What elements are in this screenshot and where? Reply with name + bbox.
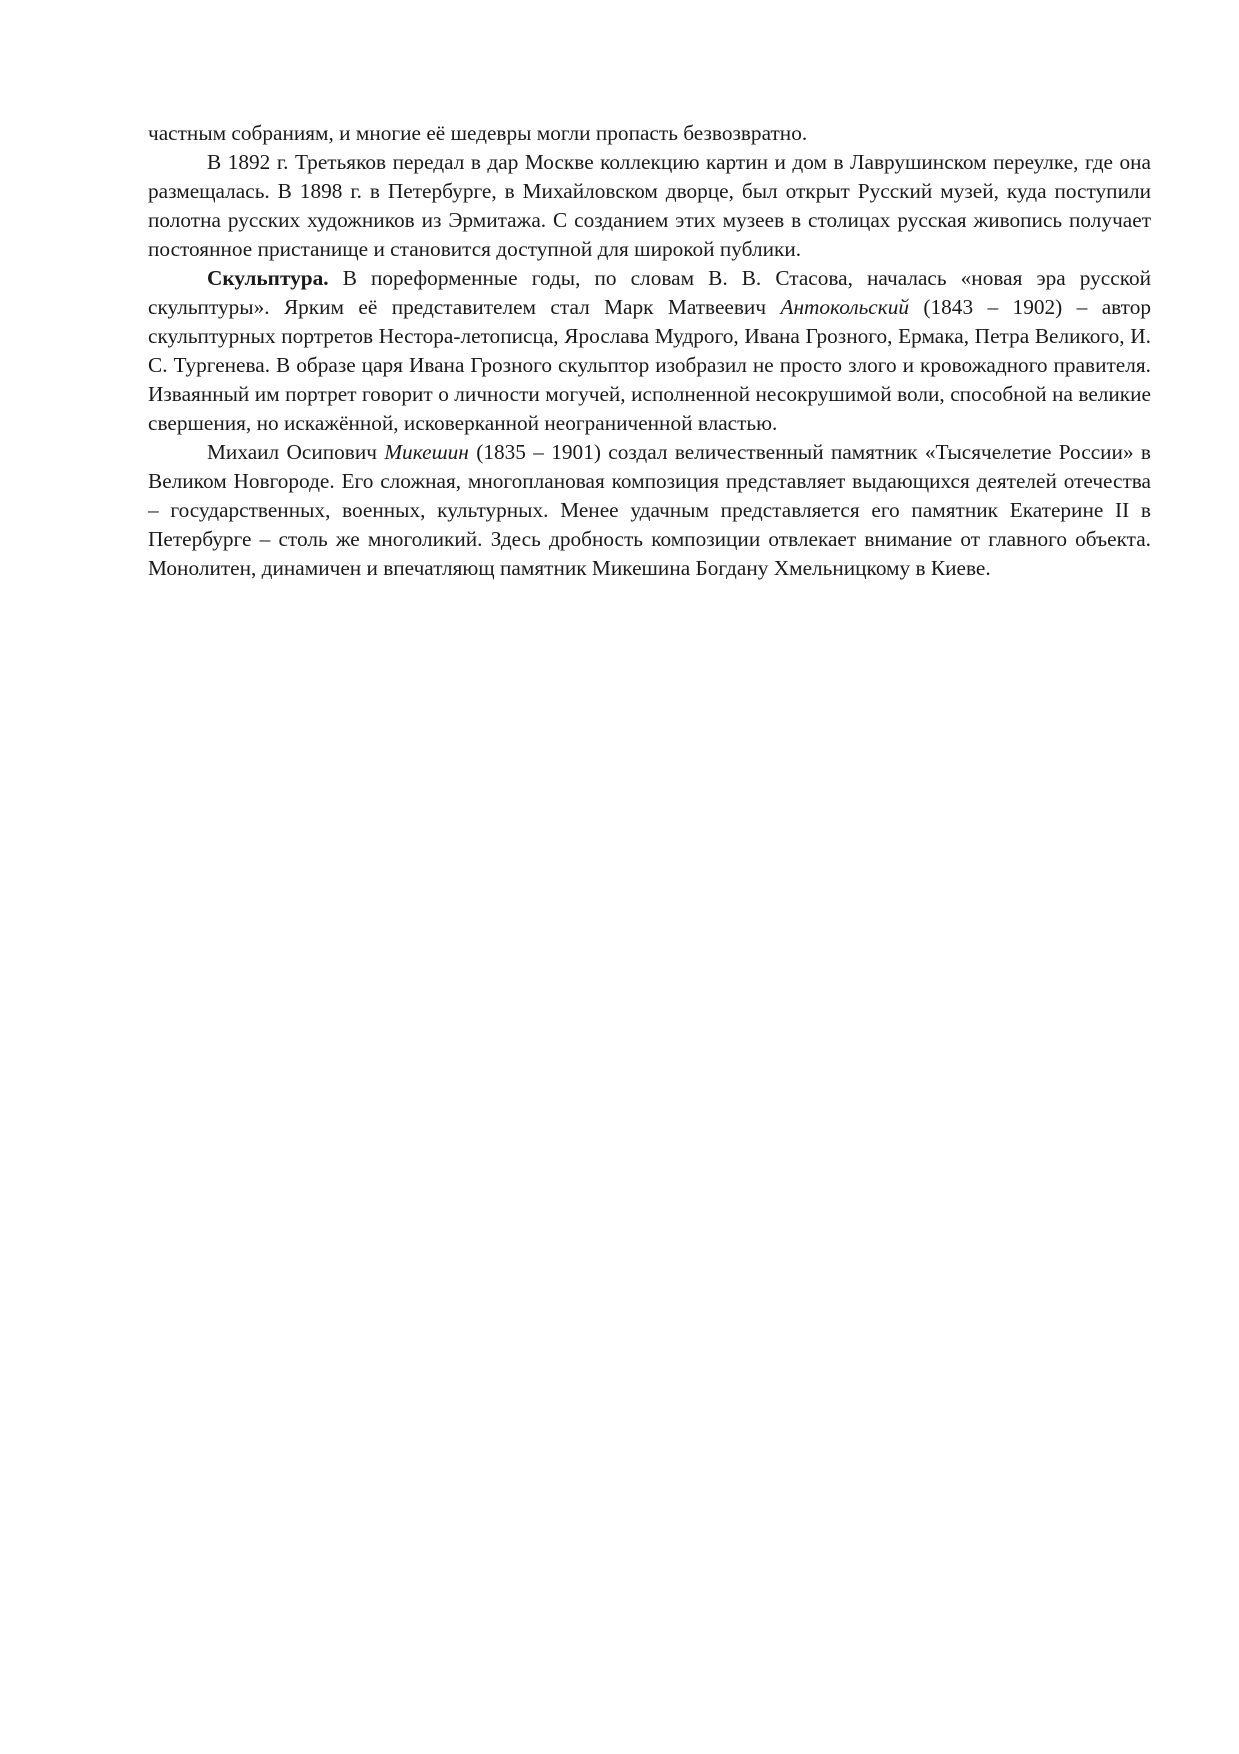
paragraph-text: (1835 – 1901) создал величественный памятник «Тысячелетие России» в Великом Новгороде. Его сложная, многоплановая композиция представляет выдающихся деятелей отечества – государственных, военных, культурных. Менее удачным представляется его памятник Екатерине II в Петербурге – столь же многоликий. Здесь дробность композиции отвлекает внимание от главного объекта. Монолитен, динамичен и впечатляющ памятник Микешина Богдану Хмельницкому в Киеве. — [148, 440, 1151, 580]
paragraph-continuation — [148, 119, 1151, 148]
paragraph-text: частным собраниям, и многие её шедевры могли пропасть безвозвратно. — [148, 121, 808, 145]
paragraph-mikeshin — [148, 438, 1151, 583]
artist-name: Микешин — [384, 440, 469, 464]
paragraph-text: В 1892 г. Третьяков передал в дар Москве коллекцию картин и дом в Лаврушинском переулке, где она размещалась. В 1898 г. в Петербурге, в Михайловском дворце, был открыт Русский музей, куда поступили полотна русских художников из Эрмитажа. С созданием этих музеев в столицах русская живопись получает постоянное пристанище и становится доступной для широкой публики. — [148, 150, 1151, 261]
paragraph-text: Михаил Осипович — [207, 440, 377, 464]
paragraph-tretyakov-gallery — [148, 148, 1151, 264]
artist-name: Антокольский — [780, 295, 910, 319]
paragraph-text: В пореформенные годы, по словам В. В. Стасова, началась «новая эра русской скульптуры». Ярким её представителем стал Марк Матвеевич — [148, 266, 1151, 319]
paragraph-text: (1843 – 1902) – автор скульптурных портретов Нестора-летописца, Ярослава Мудрого, Ивана Грозного, Ермака, Петра Великого, И. С. Тургенева. В образе царя Ивана Грозного скульптор изобразил не просто злого и кровожадного правителя. Изваянный им портрет говорит о личности могучей, исполненной несокрушимой воли, способной на великие свершения, но искажённой, исковерканной неограниченной властью. — [148, 295, 1151, 435]
section-lead-heading: Скульптура. — [207, 266, 329, 290]
paragraph-sculpture — [148, 264, 1151, 438]
document-page — [148, 119, 1151, 583]
